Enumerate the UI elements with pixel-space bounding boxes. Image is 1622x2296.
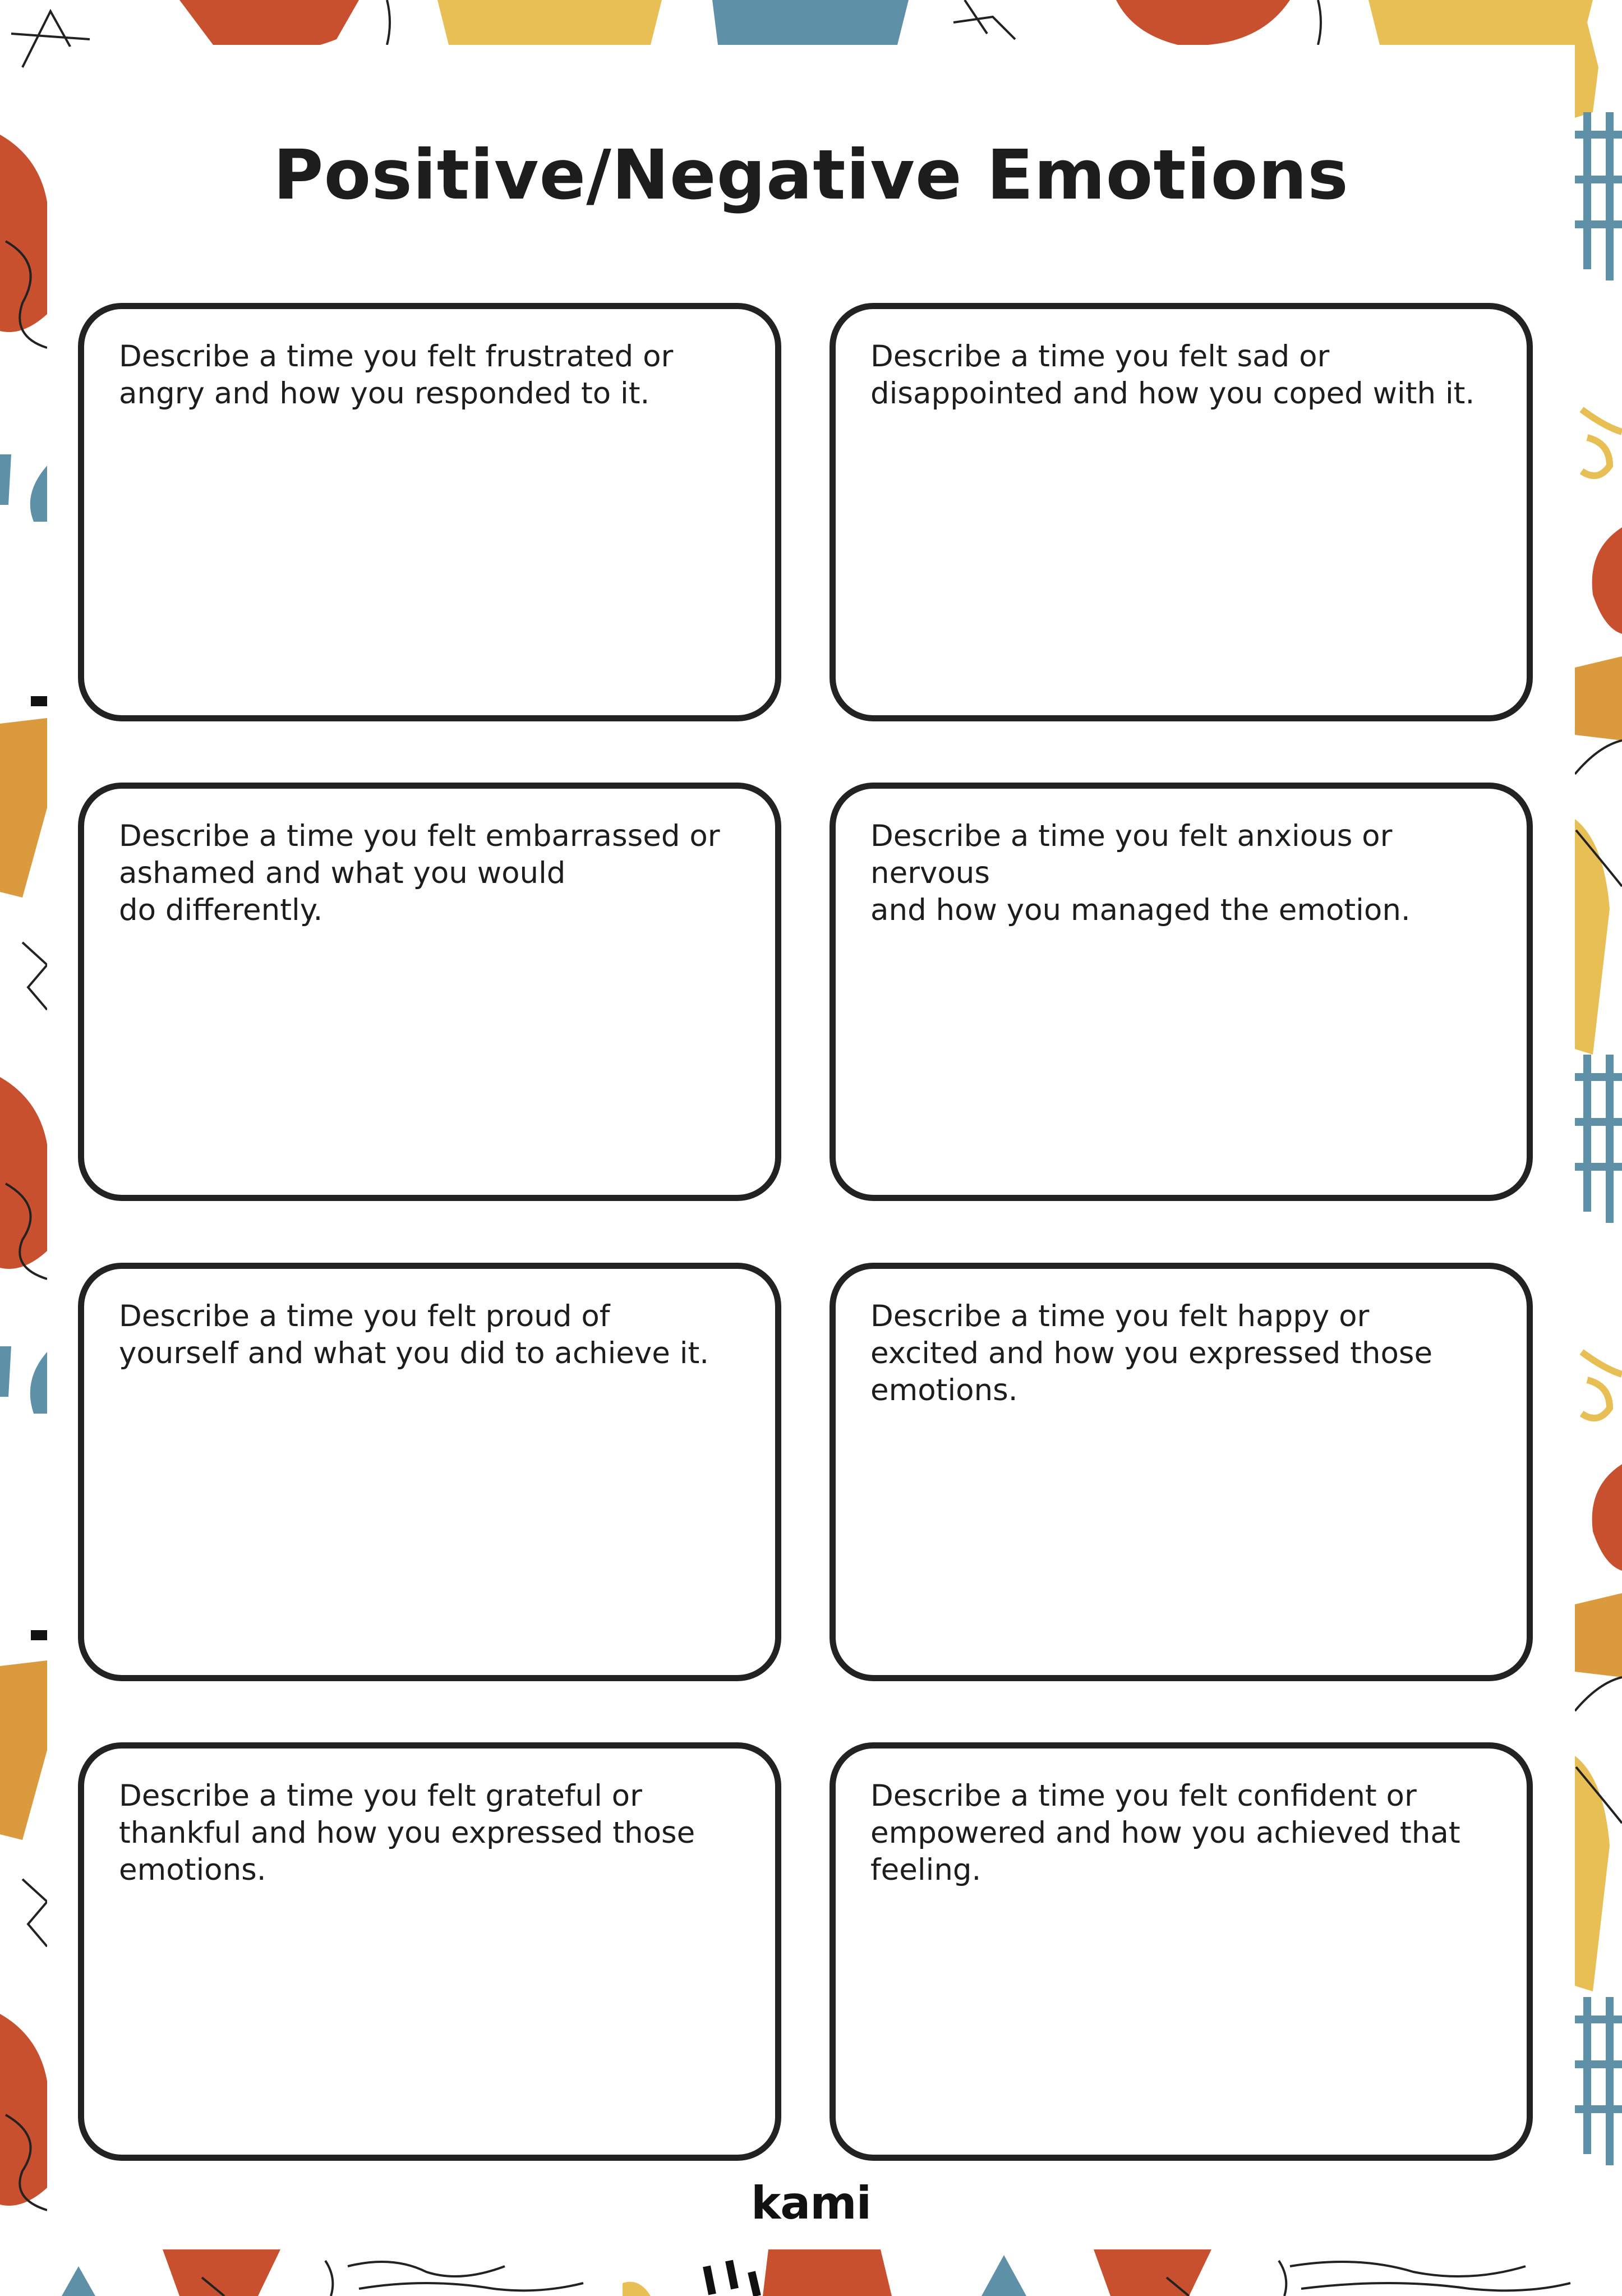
blue-blob-shape: [0, 454, 11, 505]
orange-blob-shape: [0, 718, 47, 898]
prompt-text: Describe a time you felt frustrated or angry and how you responded to it.: [119, 339, 674, 411]
blue-blob-shape: [982, 2255, 1026, 2296]
blue-blob-shape: [30, 466, 47, 522]
grid-doodle-shape: [1575, 1055, 1622, 1223]
line-doodle-shape: [1575, 740, 1622, 774]
prompt-card-embarrassed[interactable]: [78, 783, 781, 1201]
prompt-card-proud[interactable]: [78, 1263, 781, 1681]
blue-blob-shape: [0, 1346, 11, 1397]
dash-doodle-shape: [707, 2261, 757, 2296]
line-doodle-shape: [1318, 0, 1321, 45]
prompt-card-grateful[interactable]: [78, 1742, 781, 2161]
prompt-text: Describe a time you felt sad or disappointed and how you coped with it.: [870, 339, 1475, 411]
yellow-blob-shape: [1575, 1756, 1610, 1991]
red-blob-shape: [1592, 527, 1622, 634]
orange-blob-shape: [1575, 656, 1622, 740]
page-title: Positive/Negative Emotions: [273, 135, 1349, 215]
yellow-blob-shape: [1575, 819, 1610, 1055]
line-doodle-shape: [387, 0, 390, 45]
prompt-card-confident[interactable]: [830, 1742, 1533, 2161]
prompt-card-frustrated[interactable]: [78, 303, 781, 721]
orange-blob-shape: [0, 1660, 47, 1840]
red-blob-shape: [1592, 1464, 1622, 1571]
grid-doodle-shape: [1575, 1997, 1622, 2165]
zigzag-doodle-shape: [22, 942, 47, 1010]
red-blob-shape: [1094, 2249, 1211, 2296]
red-blob-shape: [179, 0, 359, 52]
prompt-text: Describe a time you felt happy or excited and how you expressed those emotions.: [870, 1299, 1433, 1407]
orange-blob-shape: [1575, 1593, 1622, 1677]
prompt-text: Describe a time you felt embarrassed or ashamed and what you would do differently.: [119, 819, 720, 927]
swirl-doodle-shape: [1582, 1352, 1622, 1418]
prompt-text: Describe a time you felt confident or empowered and how you achieved that feeling.: [870, 1779, 1460, 1887]
yellow-blob-shape: [437, 0, 662, 45]
blue-blob-shape: [30, 1352, 47, 1414]
prompt-text: Describe a time you felt proud of yourself and what you did to achieve it.: [119, 1299, 709, 1370]
line-doodle-shape: [1167, 2261, 1570, 2296]
prompt-card-sad[interactable]: [830, 303, 1533, 721]
blue-blob-shape: [712, 0, 909, 45]
yellow-blob-shape: [1368, 0, 1593, 45]
kami-logo: kami: [751, 2177, 871, 2229]
prompt-card-happy[interactable]: [830, 1263, 1533, 1681]
blue-blob-shape: [62, 2266, 95, 2296]
swirl-doodle-shape: [1582, 409, 1622, 476]
red-blob-shape: [1116, 0, 1290, 45]
prompt-text: Describe a time you felt grateful or thankful and how you expressed those emotions.: [119, 1779, 695, 1887]
zigzag-doodle-shape: [22, 1879, 47, 1947]
red-blob-shape: [0, 1077, 47, 1269]
prompt-text: Describe a time you felt anxious or nervous and how you managed the emotion.: [870, 819, 1411, 927]
line-doodle-shape: [1575, 1677, 1622, 1711]
star-doodle-shape: [953, 0, 1015, 39]
red-blob-shape: [163, 2249, 280, 2296]
red-blob-shape: [763, 2249, 892, 2296]
yellow-blob-shape: [623, 2282, 651, 2296]
prompt-card-anxious[interactable]: [830, 783, 1533, 1201]
